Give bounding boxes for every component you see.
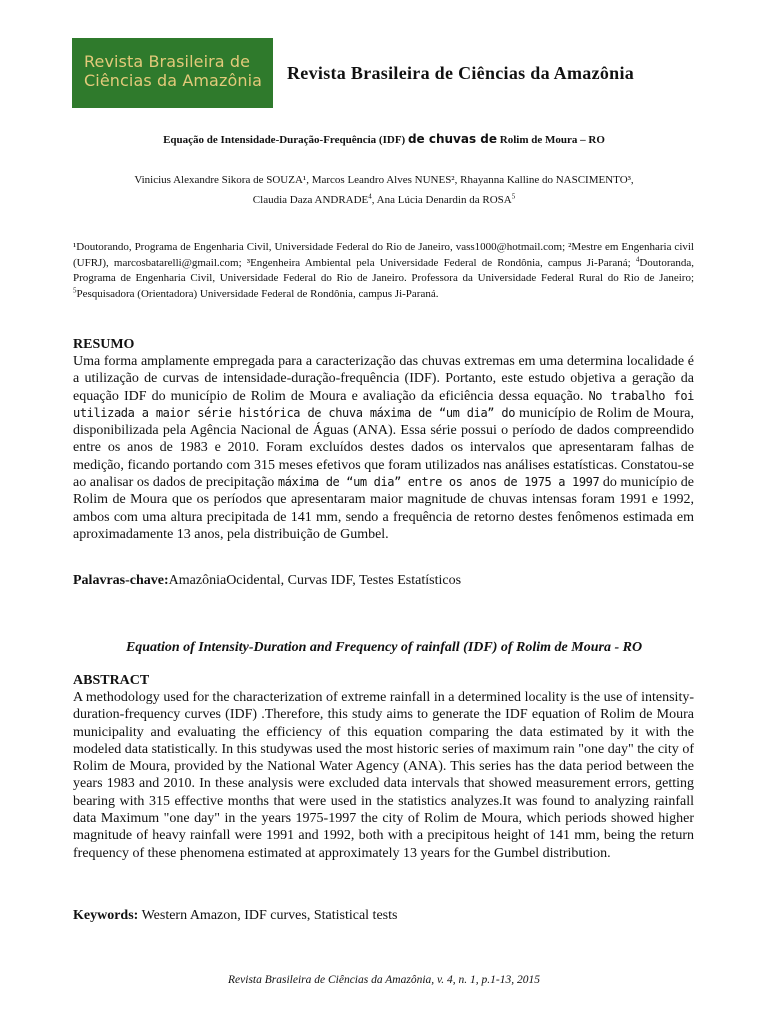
- affiliation-sup-4: 4: [635, 254, 640, 263]
- paper-title-part-2: de chuvas de: [407, 132, 498, 146]
- resumo-text-5: do município de Rolim de Moura que os períodos que apresentaram maior magnitude de chuvas intensas foram 1991 e 1992, ambos com uma altura precipitada de 141 mm, sendo a frequência de retorno destes fenômenos estimada em aproximadamente 13 anos, pela distribuição de Gumbel.: [73, 475, 694, 542]
- paper-title-part-3: Rolim de Moura – RO: [499, 134, 605, 146]
- affiliation-text-3: Pesquisadora (Orientadora) Universidade Federal de Rondônia, campus Ji-Paraná.: [76, 287, 439, 300]
- affiliation-text-2: Doutoranda, Programa de Engenharia Civil, Universidade Federal do Rio de Janeiro. Professora da Universidade Federal Rural do Rio de Janeiro;: [73, 256, 694, 284]
- authors-line-1: [0, 174, 768, 186]
- resumo-heading: RESUMO: [73, 337, 135, 352]
- page-footer: Revista Brasileira de Ciências da Amazônia, v. 4, n. 1, p.1-13, 2015: [228, 974, 540, 986]
- author-4: Claudia Daza ANDRADE: [252, 194, 369, 206]
- resumo-text-1: Uma forma amplamente empregada para a caracterização das chuvas extremas em uma determina localidade é a utilização de curvas de intensidade-duração-frequência (IDF). Portanto, este estudo objetiva a geração da equação IDF do município de Rolim de Moura e avaliação da eficiência dessa equação.: [73, 354, 694, 404]
- affiliations: [73, 240, 694, 302]
- resumo-paragraph: [73, 353, 694, 543]
- author-5-sup: 5: [511, 192, 516, 201]
- journal-title: Revista Brasileira de Ciências da Amazônia: [287, 63, 635, 83]
- palavras-chave: [73, 573, 694, 589]
- resumo-text-2: No trabalho foi utilizada a maior série histórica de chuva máxima de “um dia” do: [73, 388, 694, 420]
- author-4-sup: 4: [368, 192, 372, 201]
- palavras-chave-text: AmazôniaOcidental, Curvas IDF, Testes Estatísticos: [168, 573, 462, 588]
- keywords: [73, 908, 694, 924]
- logo-line-1: Revista Brasileira de: [84, 52, 251, 71]
- authors-text-1: Vinicius Alexandre Sikora de SOUZA¹, Marcos Leandro Alves NUNES², Rhayanna Kalline do NASCIMENTO³,: [134, 174, 634, 186]
- abstract-paragraph: A methodology used for the characterization of extreme rainfall in a determined locality is the use of intensity-duration-frequency curves (IDF) .Therefore, this study aims to generate the IDF equation of Rolim de Moura municipality and evaluating the efficiency of this equation comparing the data estimated by it with the modeled data statistically. In this studywas used the most historic series of maximum rain "one day" the city of Rolim de Moura, provided by the National Water Agency (ANA). This series has the data period between the years 1983 and 2010. In these analysis were excluded data intervals that showed measurement errors, getting bearing with 315 effective months that were used in the statistics analyzes.It was found to analyzing rainfall data Maximum "one day" in the years 1975-1997 the city of Rolim de Moura, which periods showed higher magnitude of heavy rainfall were 1991 and 1992, both with a precipitous height of 141 mm, being the return frequency of these phenomena estimated at approximately 13 years for the Gumbel distribution.: [73, 690, 694, 861]
- paper-title: [0, 132, 768, 146]
- journal-logo: [72, 38, 273, 108]
- abstract-heading: ABSTRACT: [73, 673, 150, 688]
- logo-line-2: Ciências da Amazônia: [84, 71, 263, 90]
- keywords-label: Keywords:: [73, 908, 139, 923]
- affiliation-sup-5: 5: [73, 285, 77, 294]
- affiliation-text-1: ¹Doutorando, Programa de Engenharia Civil, Universidade Federal do Rio de Janeiro, vass1000@hotmail.com; ²Mestre em Engenharia civil (UFRJ), marcosbatarelli@gmail.com; ³Engenheira Ambiental pela Universidade Federal de Rondônia, campus Ji-Paraná;: [73, 241, 694, 269]
- palavras-chave-label: Palavras-chave:: [73, 573, 169, 588]
- author-5: , Ana Lúcia Denardin da ROSA: [371, 194, 512, 206]
- keywords-text: Western Amazon, IDF curves, Statistical tests: [138, 908, 398, 923]
- english-title: Equation of Intensity-Duration and Frequency of rainfall (IDF) of Rolim de Moura - RO: [125, 640, 643, 655]
- paper-title-part-1: Equação de Intensidade-Duração-Frequência (IDF): [163, 134, 406, 146]
- resumo-text-3: município de Rolim de Moura, disponibilizada pela Agência Nacional de Águas (ANA). Essa série possui o período de dados compreendido entre os anos de 1983 e 2010. Foram excluídos destes dados os intervalos que apresentaram falhas de medição, ficando portando com 315 meses efetivos que foram utilizados nas análises estatísticas. Constatou-se ao analisar os dados de precipitação: [73, 405, 694, 491]
- resumo-text-4: máxima de “um dia” entre os anos de 1975 a 1997: [277, 475, 600, 490]
- authors-line-2: [0, 194, 768, 206]
